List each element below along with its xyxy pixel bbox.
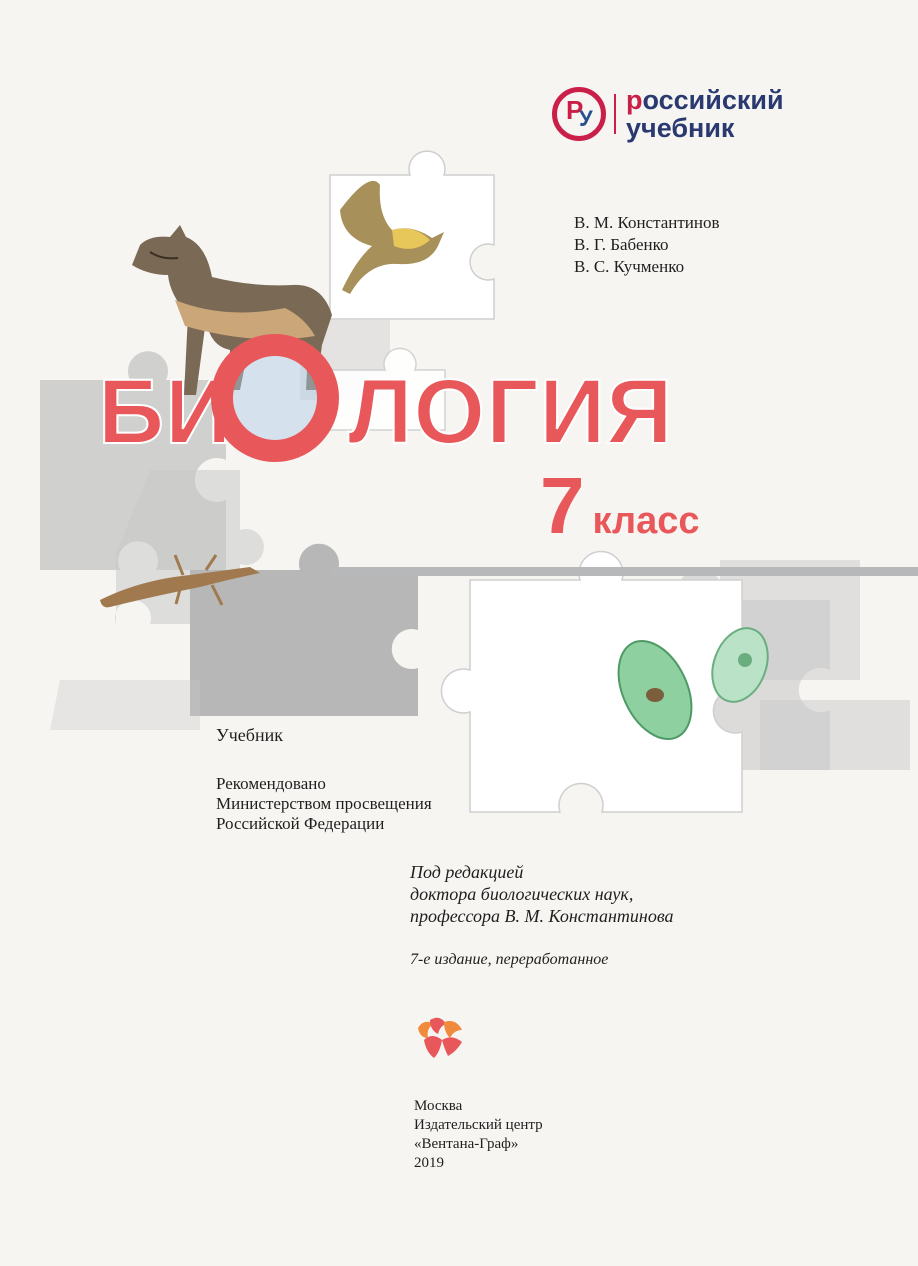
editor-line: доктора биологических наук,: [410, 884, 634, 904]
authors: [574, 212, 720, 278]
recommendation-line: Российской Федерации: [216, 814, 385, 833]
title-underline-bar: [330, 567, 918, 576]
logo-mark-letter-u: У: [579, 106, 593, 131]
grade-word: класс: [592, 500, 700, 542]
logo-text: [626, 86, 784, 142]
recommendation-line: Рекомендовано: [216, 774, 326, 793]
imprint-year: 2019: [414, 1155, 444, 1171]
logo-text-prefix: р: [626, 85, 643, 115]
logo-text-line1: оссийский: [642, 85, 784, 115]
publisher-logo-mark: [552, 87, 606, 141]
author-name: В. С. Кучменко: [574, 257, 685, 276]
title-part1: БИ: [98, 361, 233, 463]
grade-label: [540, 461, 700, 550]
author-name: В. Г. Бабенко: [574, 235, 669, 254]
recommendation: [216, 774, 432, 834]
book-type: Учебник: [216, 725, 283, 745]
imprint-city: Москва: [414, 1098, 463, 1114]
edition-info: 7-е издание, переработанное: [410, 951, 609, 968]
magnifier-letter-o: [211, 334, 339, 462]
grade-number: 7: [540, 461, 585, 550]
author-name: В. М. Константинов: [574, 213, 720, 232]
recommendation-line: Министерством просвещения: [216, 794, 432, 813]
logo-text-line2: учебник: [626, 113, 735, 143]
logo-mark-letter-r: Р: [566, 95, 584, 125]
imprint-publisher: Издательский центр: [414, 1117, 543, 1133]
title-part2: ЛОГИЯ: [348, 361, 674, 463]
imprint-publisher-name: «Вентана-Граф»: [414, 1136, 519, 1152]
imprint: [414, 1097, 543, 1173]
publisher-logo: [552, 86, 784, 142]
logo-divider: [614, 94, 616, 134]
publisher-flower-icon: [416, 1016, 466, 1060]
editor-credit: [410, 861, 674, 927]
book-title: [98, 361, 674, 472]
editor-line: Под редакцией: [410, 862, 524, 882]
microorganism-icon: [441, 551, 777, 812]
editor-line: профессора В. М. Константинова: [410, 906, 674, 926]
